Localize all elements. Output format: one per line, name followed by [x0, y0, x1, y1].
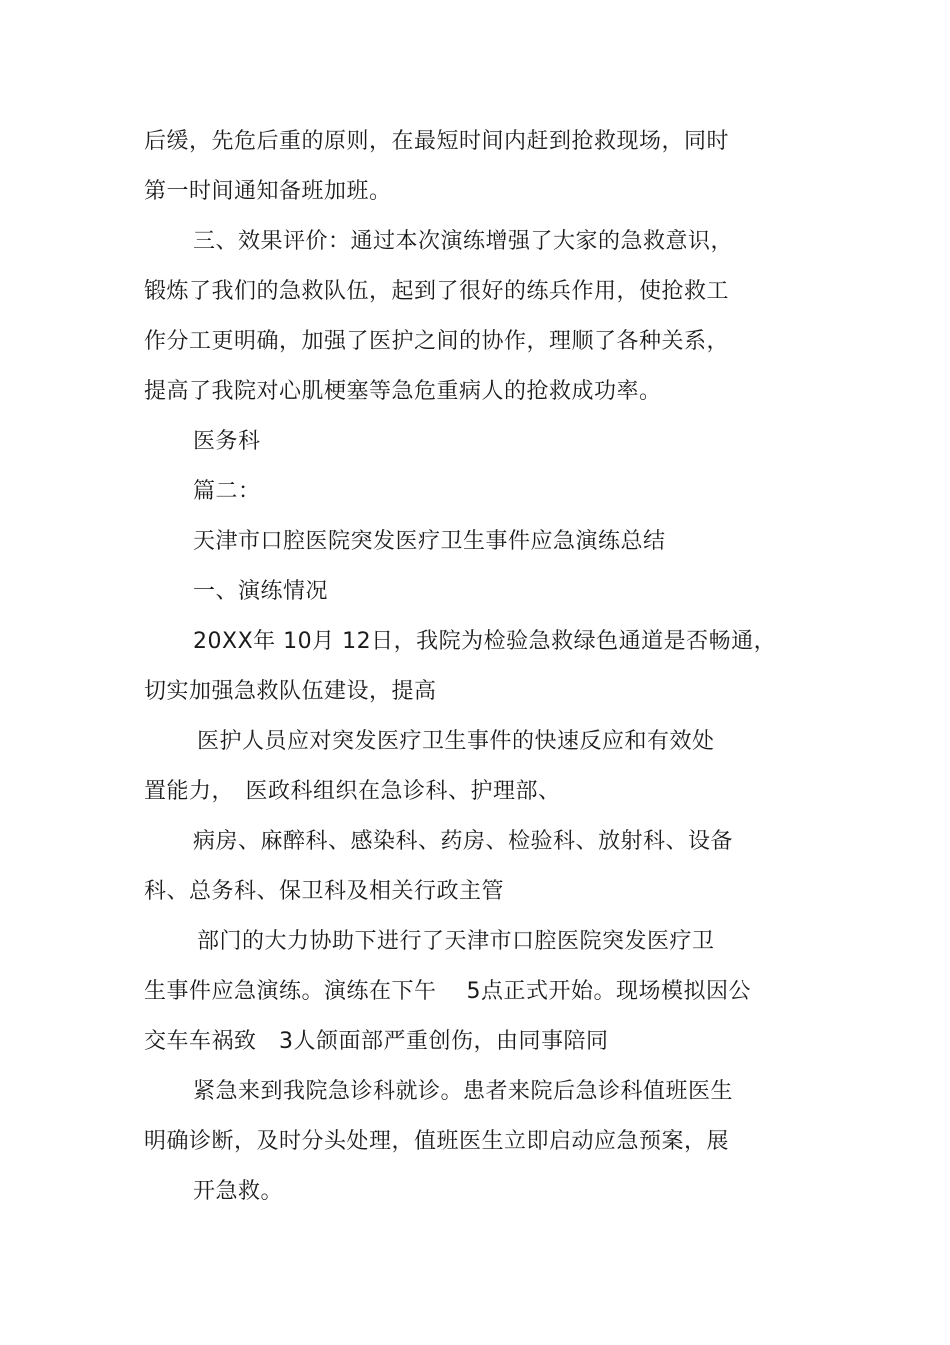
part-label: 篇二： — [193, 479, 261, 504]
text-line: 生事件应急演练。演练在下午 5点正式开始。现场模拟因公 — [144, 979, 751, 1004]
department-signature: 医务科 — [193, 429, 261, 454]
text-line: 病房、麻醉科、感染科、药房、检验科、放射科、设备 — [193, 829, 734, 854]
text-line: 提高了我院对心肌梗塞等急危重病人的抢救成功率。 — [144, 379, 662, 404]
text-line: 后缓，先危后重的原则，在最短时间内赶到抢救现场，同时 — [144, 129, 730, 154]
text-line: 20XX年 10月 12日，我院为检验急救绿色通道是否畅通， — [193, 629, 777, 654]
text-line: 锻炼了我们的急救队伍，起到了很好的练兵作用，使抢救工 — [144, 279, 730, 304]
text-line: 部门的大力协助下进行了天津市口腔医院突发医疗卫 — [197, 929, 715, 954]
text-line: 切实加强急救队伍建设，提高 — [144, 679, 437, 704]
text-line: 交车车祸致 3人颌面部严重创伤，由同事陪同 — [144, 1029, 609, 1054]
text-line: 科、总务科、保卫科及相关行政主管 — [144, 879, 505, 904]
document-title: 天津市口腔医院突发医疗卫生事件应急演练总结 — [193, 529, 666, 554]
text-line: 明确诊断，及时分头处理，值班医生立即启动应急预案，展 — [144, 1129, 730, 1154]
text-line: 紧急来到我院急诊科就诊。患者来院后急诊科值班医生 — [193, 1079, 734, 1104]
text-line: 置能力， 医政科组织在急诊科、护理部、 — [144, 779, 561, 804]
section-heading-drill: 一、演练情况 — [193, 579, 329, 604]
text-line: 第一时间通知备班加班。 — [144, 179, 392, 204]
text-line: 作分工更明确，加强了医护之间的协作，理顺了各种关系， — [144, 329, 730, 354]
text-line: 开急救。 — [193, 1179, 284, 1204]
section-heading-evaluation: 三、效果评价：通过本次演练增强了大家的急救意识， — [193, 229, 734, 254]
text-line: 医护人员应对突发医疗卫生事件的快速反应和有效处 — [197, 729, 715, 754]
